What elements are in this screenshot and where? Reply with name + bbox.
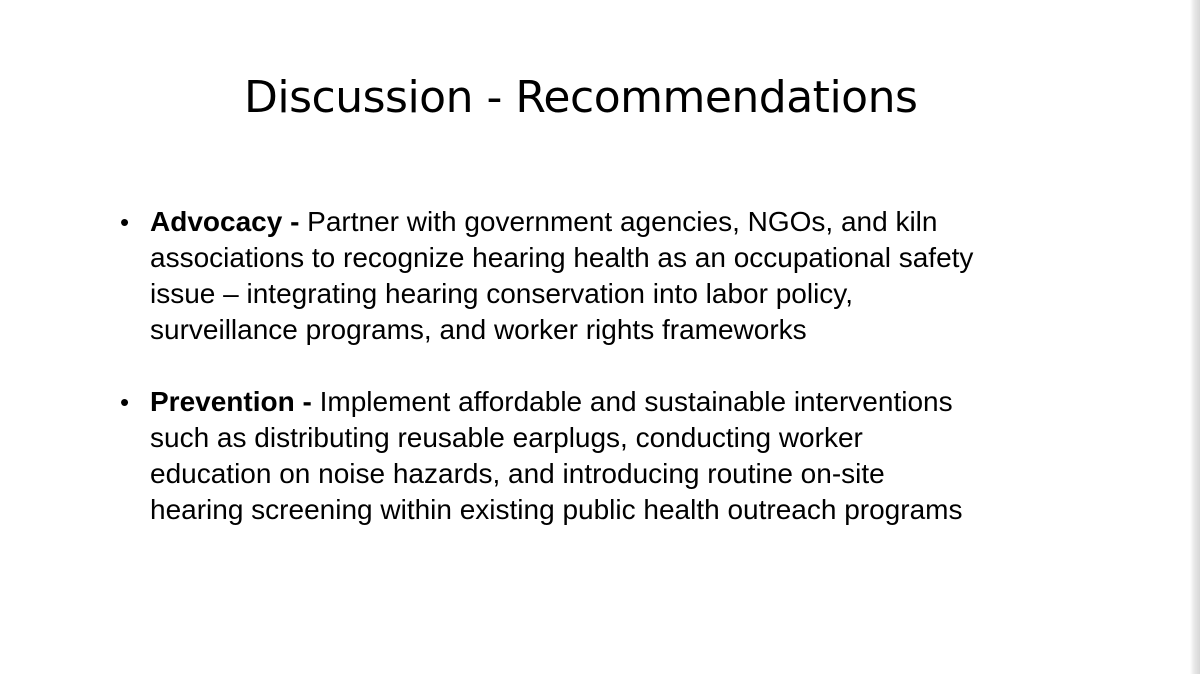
bullet-text (150, 204, 1080, 348)
bullet-marker: • (120, 207, 130, 237)
bullet-line: surveillance programs, and worker rights frameworks (150, 314, 807, 345)
slide-edge-shadow (1190, 0, 1200, 674)
bullet-line (150, 384, 1080, 420)
bullet-marker: • (120, 387, 130, 417)
bullet-line (150, 204, 1080, 240)
bullet-line-text: Partner with government agencies, NGOs, and kiln (307, 206, 938, 237)
bullet-line-text: Implement affordable and sustainable interventions (319, 386, 953, 417)
bullet-prevention (120, 384, 1080, 528)
bullet-line: education on noise hazards, and introducing routine on-site (150, 458, 885, 489)
bullet-text (150, 384, 1080, 528)
bullet-line: issue – integrating hearing conservation into labor policy, (150, 278, 854, 309)
bullet-line: hearing screening within existing public health outreach programs (150, 494, 963, 525)
bullet-list (120, 204, 1080, 564)
bullet-line: associations to recognize hearing health as an occupational safety (150, 242, 974, 273)
bullet-term: Prevention - (150, 386, 320, 417)
slide-title: Discussion - Recommendations (244, 72, 918, 123)
bullet-term: Advocacy - (150, 206, 308, 237)
bullet-line: such as distributing reusable earplugs, conducting worker (150, 422, 863, 453)
bullet-advocacy (120, 204, 1080, 348)
